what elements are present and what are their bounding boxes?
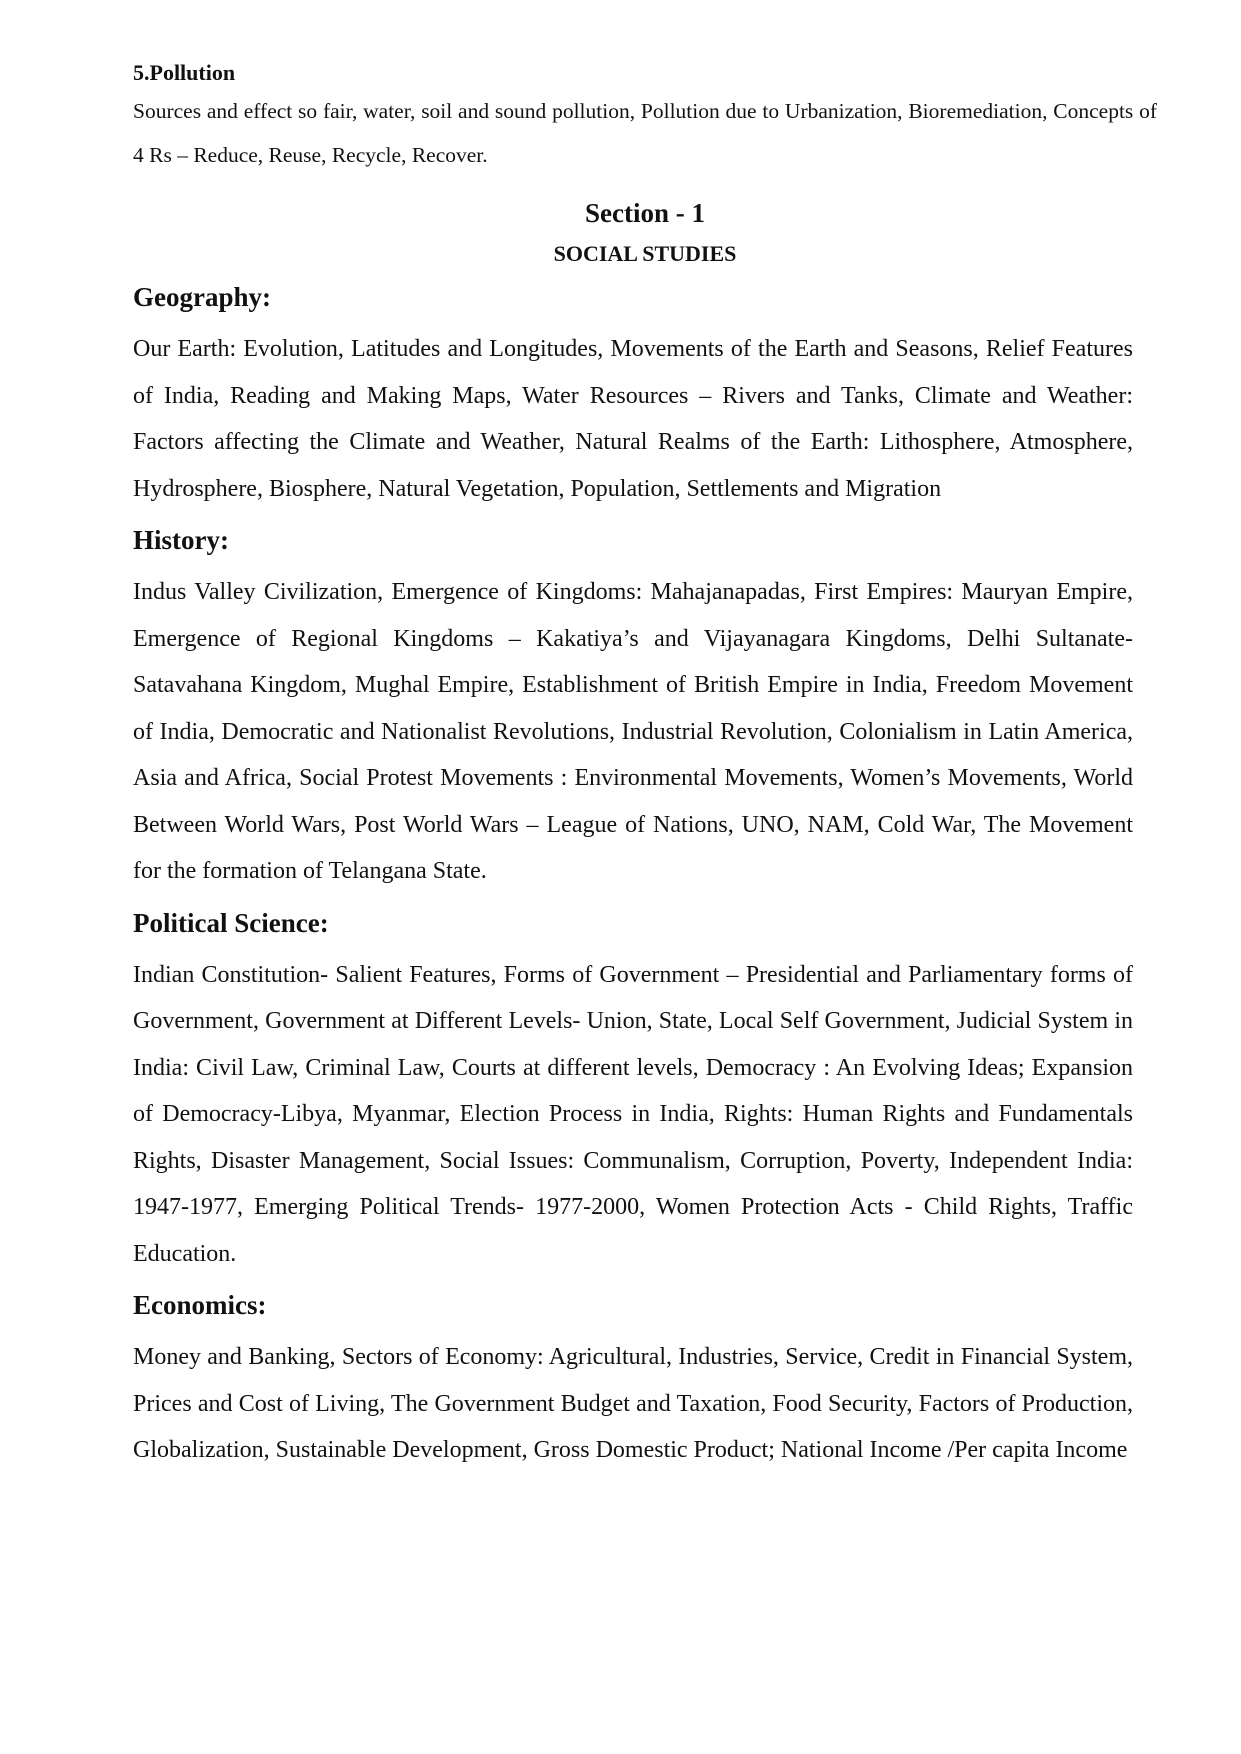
pollution-heading: 5.Pollution (133, 60, 236, 85)
geography-paragraph: Our Earth: Evolution, Latitudes and Longitudes, Movements of the Earth and Seasons, Relief Features of India, Reading and Making Maps, Water Resources – Rivers and Tanks, Climate and Weather: Factors affecting the Climate and Weather, Natural Realms of the Earth: Lithosphere, Atmosphere, Hydrosphere, Biosphere, Natural Vegetation, Population, Settlements and Migration (133, 336, 1133, 502)
history-paragraph: Indus Valley Civilization, Emergence of Kingdoms: Mahajanapadas, First Empires: Mauryan Empire, Emergence of Regional Kingdoms – Kakatiya’s and Vijayanagara Kingdoms, Delhi Sultanate- Satavahana Kingdom, Mughal Empire, Establishment of British Empire in India, Freedom Movement of India, Democratic and Nationalist Revolutions, Industrial Revolution, Colonialism in Latin America, Asia and Africa, Social Protest Movements : Environmental Movements, Women’s Movements, World Between World Wars, Post World Wars – League of Nations, UNO, NAM, Cold War, The Movement for the formation of Telangana State. (133, 579, 1133, 884)
document-page (133, 58, 1157, 1474)
political-science-heading: Political Science: (133, 907, 329, 938)
geography-heading: Geography: (133, 282, 271, 312)
section-subtitle: SOCIAL STUDIES (553, 241, 737, 266)
pollution-paragraph: Sources and effect so fair, water, soil and sound pollution, Pollution due to Urbanization, Bioremediation, Concepts of 4 Rs – Reduce, Reuse, Recycle, Recover. (133, 99, 1157, 167)
section-title: Section - 1 (585, 198, 705, 228)
history-heading: History: (133, 525, 229, 555)
economics-heading: Economics: (133, 1290, 267, 1320)
political-science-paragraph: Indian Constitution- Salient Features, Forms of Government – Presidential and Parliamentary forms of Government, Government at Different Levels- Union, State, Local Self Government, Judicial System in India: Civil Law, Criminal Law, Courts at different levels, Democracy : An Evolving Ideas; Expansion of Democracy-Libya, Myanmar, Election Process in India, Rights: Human Rights and Fundamentals Rights, Disaster Management, Social Issues: Communalism, Corruption, Poverty, Independent India: 1947-1977, Emerging Political Trends- 1977-2000, Women Protection Acts - Child Rights, Traffic Education. (133, 961, 1133, 1267)
economics-paragraph: Money and Banking, Sectors of Economy: Agricultural, Industries, Service, Credit in Financial System, Prices and Cost of Living, The Government Budget and Taxation, Food Security, Factors of Production, Globalization, Sustainable Development, Gross Domestic Product; National Income /Per capita Income (133, 1344, 1133, 1463)
